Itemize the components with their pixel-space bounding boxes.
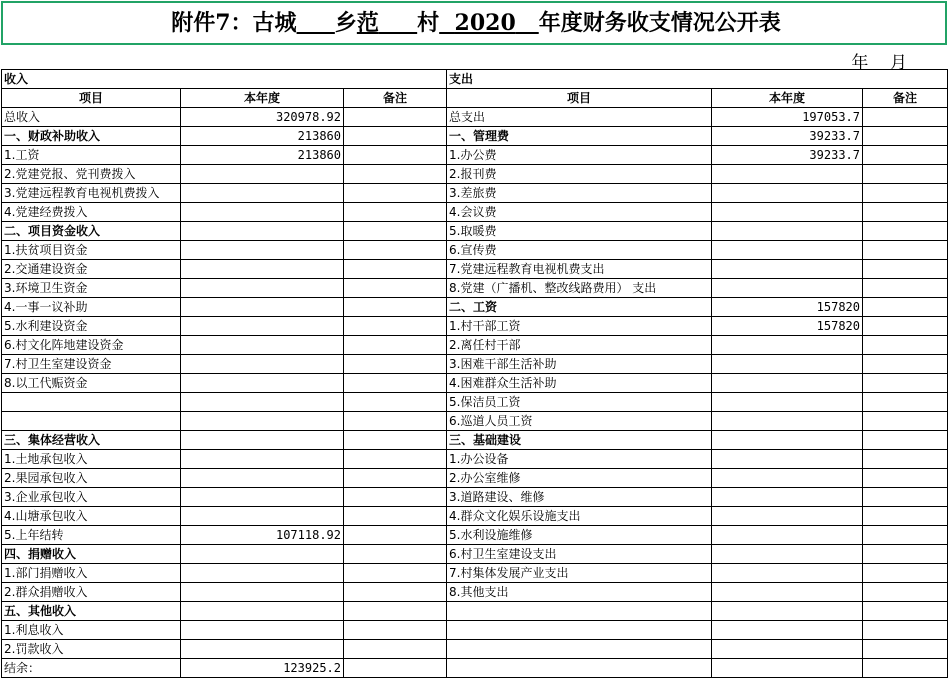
expense-note-cell (863, 469, 948, 488)
expense-item-cell: 6.宣传费 (447, 241, 712, 260)
income-note-cell (344, 450, 447, 469)
income-item-cell: 五、其他收入 (2, 602, 181, 621)
expense-value-cell (712, 222, 863, 241)
expense-value-cell (712, 583, 863, 602)
income-item-cell: 1.工资 (2, 146, 181, 165)
expense-item-cell: 6.村卫生室建设支出 (447, 545, 712, 564)
expense-annual-header: 本年度 (712, 89, 863, 108)
expense-item-cell: 3.道路建设、维修 (447, 488, 712, 507)
income-note-cell (344, 431, 447, 450)
expense-item-cell (447, 602, 712, 621)
income-value-cell (181, 602, 344, 621)
expense-value-cell (712, 412, 863, 431)
expense-value-cell (712, 564, 863, 583)
income-note-cell (344, 241, 447, 260)
section-header-row (2, 70, 948, 89)
expense-value-cell (712, 336, 863, 355)
expense-value-cell (712, 355, 863, 374)
income-note-cell (344, 184, 447, 203)
income-value-cell: 123925.2 (181, 659, 344, 678)
income-value-cell (181, 412, 344, 431)
table-row (2, 336, 948, 355)
income-item-cell: 一、财政补助收入 (2, 127, 181, 146)
table-row (2, 222, 948, 241)
income-value-cell (181, 621, 344, 640)
expense-value-cell (712, 469, 863, 488)
income-value-cell: 320978.92 (181, 108, 344, 127)
income-value-cell (181, 545, 344, 564)
expense-item-cell: 7.村集体发展产业支出 (447, 564, 712, 583)
expense-note-cell (863, 507, 948, 526)
expense-item-cell: 1.村干部工资 (447, 317, 712, 336)
income-section-label: 收入 (2, 70, 447, 89)
expense-value-cell (712, 431, 863, 450)
income-note-cell (344, 165, 447, 184)
expense-value-cell (712, 241, 863, 260)
expense-value-cell: 197053.7 (712, 108, 863, 127)
expense-item-cell: 1.办公设备 (447, 450, 712, 469)
table-row (2, 412, 948, 431)
income-note-cell (344, 583, 447, 602)
expense-note-cell (863, 184, 948, 203)
income-note-cell (344, 640, 447, 659)
table-row (2, 469, 948, 488)
income-item-cell (2, 412, 181, 431)
table-row (2, 298, 948, 317)
income-value-cell (181, 260, 344, 279)
income-value-cell (181, 431, 344, 450)
expense-value-cell (712, 203, 863, 222)
income-value-cell (181, 165, 344, 184)
table-row (2, 526, 948, 545)
income-value-cell (181, 583, 344, 602)
income-note-cell (344, 564, 447, 583)
expense-item-cell: 4.群众文化娱乐设施支出 (447, 507, 712, 526)
title-prefix: 附件7：古城 (171, 10, 297, 36)
date-year-label: 年 (851, 53, 869, 73)
income-note-cell (344, 222, 447, 241)
expense-section-label: 支出 (447, 70, 948, 89)
title-xiang: 乡 (334, 10, 357, 36)
table-row (2, 203, 948, 222)
income-value-cell (181, 488, 344, 507)
expense-value-cell (712, 393, 863, 412)
income-value-cell (181, 374, 344, 393)
expense-note-cell (863, 127, 948, 146)
table-row (2, 241, 948, 260)
income-value-cell (181, 355, 344, 374)
income-item-cell: 2.果园承包收入 (2, 469, 181, 488)
income-item-cell: 5.水利建设资金 (2, 317, 181, 336)
expense-value-cell (712, 374, 863, 393)
income-note-cell (344, 108, 447, 127)
expense-note-cell (863, 526, 948, 545)
income-item-header: 项目 (2, 89, 181, 108)
expense-value-cell (712, 640, 863, 659)
column-header-row (2, 89, 948, 108)
expense-item-cell: 2.离任村干部 (447, 336, 712, 355)
title-village-name: 范 (356, 10, 379, 36)
income-note-cell (344, 355, 447, 374)
expense-item-cell: 3.困难干部生活补助 (447, 355, 712, 374)
expense-note-cell (863, 165, 948, 184)
expense-item-cell: 一、管理费 (447, 127, 712, 146)
expense-item-cell: 7.党建远程教育电视机费支出 (447, 260, 712, 279)
income-item-cell: 3.环境卫生资金 (2, 279, 181, 298)
expense-value-cell (712, 279, 863, 298)
expense-value-cell (712, 659, 863, 678)
expense-item-cell: 二、工资 (447, 298, 712, 317)
income-value-cell (181, 469, 344, 488)
income-annual-header: 本年度 (181, 89, 344, 108)
income-note-cell (344, 298, 447, 317)
table-row (2, 640, 948, 659)
expense-note-cell (863, 241, 948, 260)
income-item-cell: 2.罚款收入 (2, 640, 181, 659)
income-item-cell: 二、项目资金收入 (2, 222, 181, 241)
expense-note-cell (863, 431, 948, 450)
table-row (2, 659, 948, 678)
expense-note-cell (863, 412, 948, 431)
expense-note-cell (863, 279, 948, 298)
income-item-cell: 3.企业承包收入 (2, 488, 181, 507)
income-item-cell: 1.部门捐赠收入 (2, 564, 181, 583)
expense-item-cell: 1.办公费 (447, 146, 712, 165)
expense-note-cell (863, 488, 948, 507)
income-value-cell (181, 317, 344, 336)
expense-item-cell: 2.报刊费 (447, 165, 712, 184)
expense-item-cell: 5.保洁员工资 (447, 393, 712, 412)
expense-note-cell (863, 336, 948, 355)
expense-item-cell (447, 640, 712, 659)
title-blank-3 (516, 10, 539, 36)
expense-note-cell (863, 298, 948, 317)
income-note-cell (344, 146, 447, 165)
expense-item-header: 项目 (447, 89, 712, 108)
expense-note-cell (863, 355, 948, 374)
income-note-cell (344, 374, 447, 393)
expense-item-cell (447, 621, 712, 640)
expense-note-cell (863, 222, 948, 241)
expense-note-cell (863, 374, 948, 393)
table-row (2, 374, 948, 393)
income-item-cell: 结余： (2, 659, 181, 678)
table-row (2, 602, 948, 621)
income-value-cell (181, 222, 344, 241)
expense-item-cell: 总支出 (447, 108, 712, 127)
expense-value-cell (712, 260, 863, 279)
income-value-cell: 213860 (181, 146, 344, 165)
expense-note-cell (863, 317, 948, 336)
table-row (2, 583, 948, 602)
expense-note-cell (863, 659, 948, 678)
expense-note-cell (863, 640, 948, 659)
income-note-cell (344, 469, 447, 488)
table-row (2, 355, 948, 374)
table-row (2, 317, 948, 336)
income-item-cell: 4.一事一议补助 (2, 298, 181, 317)
expense-note-cell (863, 393, 948, 412)
income-value-cell (181, 507, 344, 526)
income-item-cell: 4.山塘承包收入 (2, 507, 181, 526)
income-item-cell: 三、集体经营收入 (2, 431, 181, 450)
income-item-cell: 1.利息收入 (2, 621, 181, 640)
income-item-cell: 3.党建远程教育电视机费拨入 (2, 184, 181, 203)
income-item-cell: 5.上年结转 (2, 526, 181, 545)
expense-note-cell (863, 450, 948, 469)
expense-item-cell: 4.困难群众生活补助 (447, 374, 712, 393)
income-item-cell: 2.交通建设资金 (2, 260, 181, 279)
income-item-cell: 6.村文化阵地建设资金 (2, 336, 181, 355)
expense-item-cell: 5.取暖费 (447, 222, 712, 241)
expense-note-cell (863, 583, 948, 602)
expense-value-cell: 157820 (712, 298, 863, 317)
table-row (2, 431, 948, 450)
income-note-cell (344, 545, 447, 564)
title-year-value: 2020 (454, 10, 516, 36)
income-note-cell (344, 279, 447, 298)
expense-value-cell (712, 507, 863, 526)
expense-value-cell: 39233.7 (712, 127, 863, 146)
income-note-cell (344, 507, 447, 526)
income-value-cell (181, 203, 344, 222)
table-row (2, 260, 948, 279)
expense-item-cell: 8.党建（广播机、整改线路费用） 支出 (447, 279, 712, 298)
income-item-cell: 1.土地承包收入 (2, 450, 181, 469)
page-title (3, 6, 949, 37)
expense-item-cell: 4.会议费 (447, 203, 712, 222)
income-note-cell (344, 336, 447, 355)
expense-item-cell: 3.差旅费 (447, 184, 712, 203)
income-value-cell (181, 450, 344, 469)
table-row (2, 621, 948, 640)
date-month-label: 月 (890, 53, 907, 73)
income-value-cell (181, 279, 344, 298)
expense-note-cell (863, 260, 948, 279)
expense-value-cell (712, 184, 863, 203)
title-blank-1 (297, 10, 335, 36)
table-row (2, 279, 948, 298)
table-row (2, 564, 948, 583)
income-value-cell (181, 564, 344, 583)
income-item-cell: 总收入 (2, 108, 181, 127)
income-note-cell (344, 659, 447, 678)
expense-note-cell (863, 108, 948, 127)
expense-note-cell (863, 564, 948, 583)
income-item-cell: 2.党建党报、党刊费拨入 (2, 165, 181, 184)
table-row (2, 127, 948, 146)
income-item-cell: 4.党建经费拨入 (2, 203, 181, 222)
expense-value-cell: 157820 (712, 317, 863, 336)
income-value-cell (181, 640, 344, 659)
table-row (2, 450, 948, 469)
title-suffix: 年度财务收支情况公开表 (538, 10, 781, 36)
finance-table-body (2, 70, 948, 678)
table-row (2, 146, 948, 165)
finance-table (1, 69, 948, 678)
table-row (2, 545, 948, 564)
income-note-cell (344, 488, 447, 507)
title-cun: 村 (417, 10, 440, 36)
income-item-cell: 四、捐赠收入 (2, 545, 181, 564)
income-value-cell (181, 298, 344, 317)
income-value-cell (181, 336, 344, 355)
expense-value-cell (712, 165, 863, 184)
income-item-cell: 7.村卫生室建设资金 (2, 355, 181, 374)
expense-value-cell (712, 526, 863, 545)
title-bar (1, 1, 947, 45)
expense-item-cell: 2.办公室维修 (447, 469, 712, 488)
expense-value-cell: 39233.7 (712, 146, 863, 165)
income-value-cell: 107118.92 (181, 526, 344, 545)
income-note-cell (344, 602, 447, 621)
income-note-cell (344, 526, 447, 545)
income-value-cell (181, 184, 344, 203)
expense-item-cell: 5.水利设施维修 (447, 526, 712, 545)
expense-note-cell (863, 621, 948, 640)
income-note-cell (344, 621, 447, 640)
income-item-cell: 2.群众捐赠收入 (2, 583, 181, 602)
income-item-cell (2, 393, 181, 412)
income-value-cell (181, 241, 344, 260)
income-item-cell: 1.扶贫项目资金 (2, 241, 181, 260)
income-note-cell (344, 127, 447, 146)
table-row (2, 507, 948, 526)
income-note-cell (344, 260, 447, 279)
expense-value-cell (712, 450, 863, 469)
income-note-cell (344, 393, 447, 412)
table-row (2, 393, 948, 412)
income-value-cell: 213860 (181, 127, 344, 146)
income-note-cell (344, 317, 447, 336)
expense-note-cell (863, 545, 948, 564)
title-blank-2 (379, 10, 417, 36)
expense-value-cell (712, 488, 863, 507)
expense-value-cell (712, 621, 863, 640)
expense-item-cell: 三、基础建设 (447, 431, 712, 450)
expense-note-header: 备注 (863, 89, 948, 108)
expense-item-cell: 8.其他支出 (447, 583, 712, 602)
income-value-cell (181, 393, 344, 412)
table-row (2, 184, 948, 203)
expense-note-cell (863, 203, 948, 222)
income-note-cell (344, 203, 447, 222)
expense-item-cell: 6.巡道人员工资 (447, 412, 712, 431)
income-note-header: 备注 (344, 89, 447, 108)
income-note-cell (344, 412, 447, 431)
expense-item-cell (447, 659, 712, 678)
title-year (439, 10, 539, 36)
expense-note-cell (863, 602, 948, 621)
table-row (2, 488, 948, 507)
expense-value-cell (712, 545, 863, 564)
table-row (2, 165, 948, 184)
expense-note-cell (863, 146, 948, 165)
income-item-cell: 8.以工代赈资金 (2, 374, 181, 393)
table-row (2, 108, 948, 127)
expense-value-cell (712, 602, 863, 621)
